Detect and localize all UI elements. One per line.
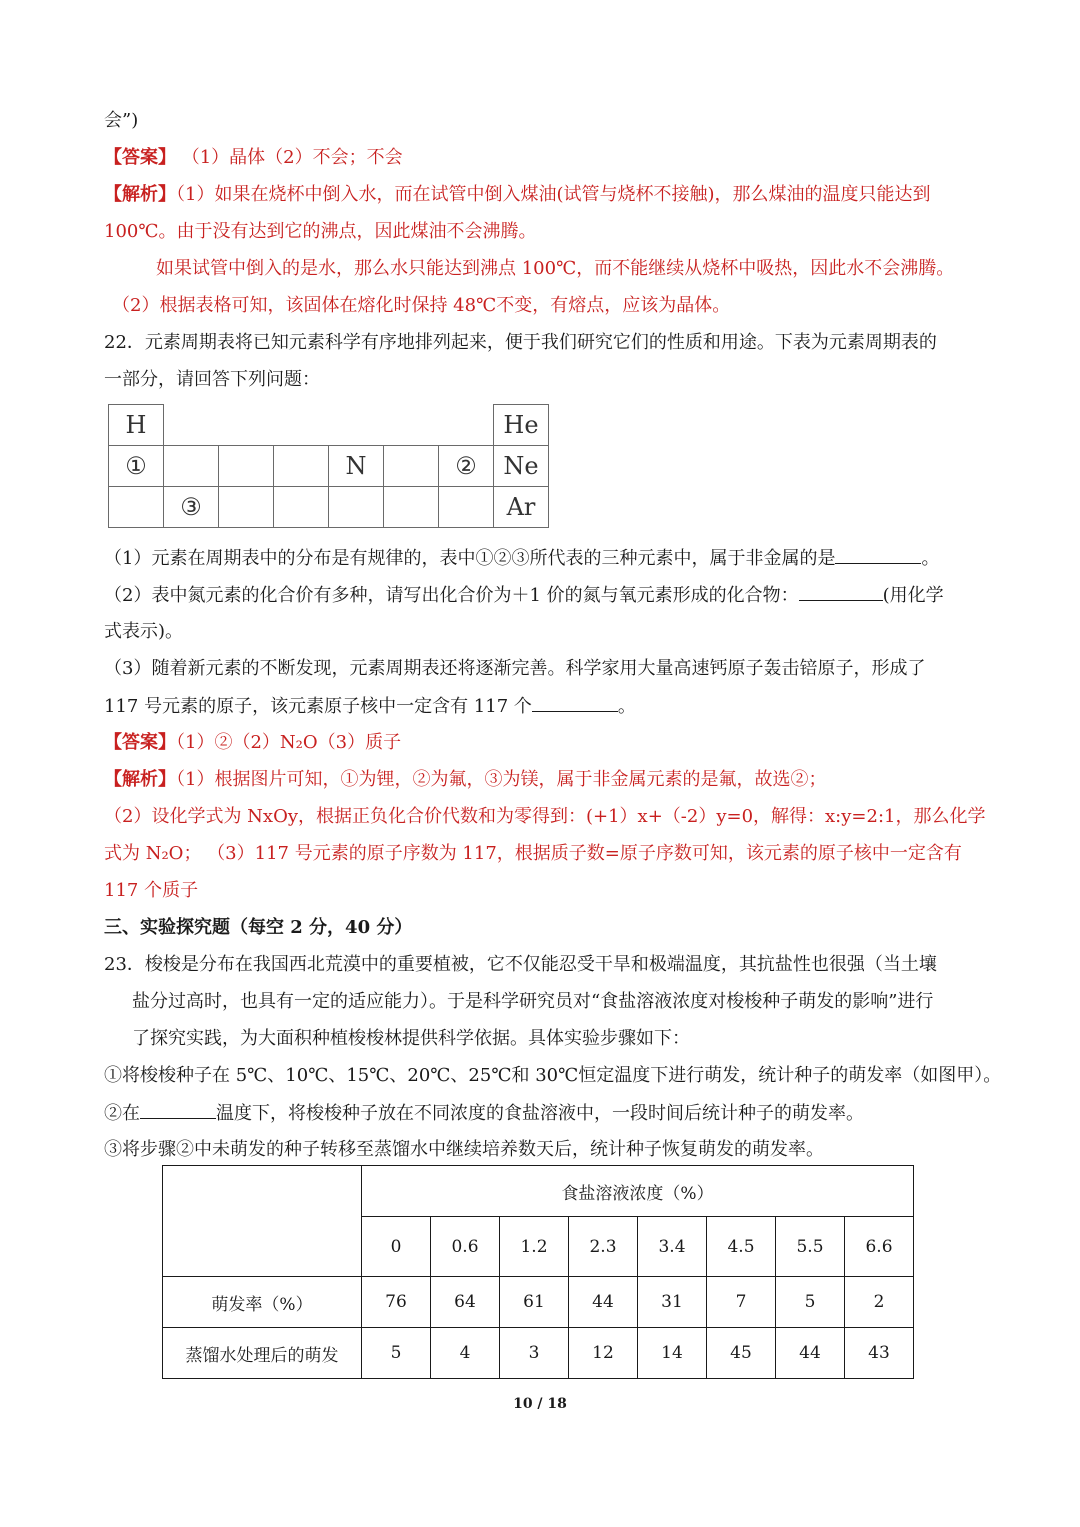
element-cell: [329, 487, 384, 528]
step-1: ①将梭梭种子在 5℃、10℃、15℃、20℃、25℃和 30℃恒定温度下进行萌发，统计种子的萌发率（如图甲）。: [104, 1065, 1002, 1086]
explanation-22-line2: （2）设化学式为 NxOy，根据正负化合价代数和为零得到：(+1）x+（-2）y=0，解得：x:y=2:1，那么化学: [104, 806, 986, 827]
question-23-line1: 23．梭梭是分布在我国西北荒漠中的重要植被，它不仅能忍受干旱和极端温度，其抗盐性也很强（当土壤: [104, 954, 937, 975]
table-header: 食盐溶液浓度（%）: [362, 1166, 914, 1217]
row-label: 萌发率（%）: [163, 1277, 362, 1328]
explanation-21-line3: 如果试管中倒入的是水，那么水只能达到沸点 100℃，而不能继续从烧杯中吸热，因此水不会沸腾。: [156, 258, 955, 279]
corner-cell: [163, 1166, 362, 1277]
question-text: ②在: [104, 1103, 140, 1124]
answer-text: （1）②（2）N₂O（3）质子: [176, 732, 402, 753]
question-22-part1: [104, 545, 984, 572]
table-cell: 7: [707, 1277, 776, 1328]
element-cell: [274, 487, 329, 528]
element-cell: [274, 446, 329, 487]
germination-table: [162, 1165, 914, 1379]
step-3: ③将步骤②中未萌发的种子转移至蒸馏水中继续培养数天后，统计种子恢复萌发的萌发率。: [104, 1139, 824, 1160]
table-cell: 31: [638, 1277, 707, 1328]
element-cell: Ne: [494, 446, 549, 487]
answer-text: （1）晶体（2）不会；不会: [176, 147, 403, 168]
table-cell: 1.2: [500, 1217, 569, 1277]
table-row: [163, 1328, 914, 1379]
explanation-21-line4: （2）根据表格可知，该固体在熔化时保持 48℃不变，有熔点，应该为晶体。: [112, 295, 731, 316]
question-22-line1: 22．元素周期表将已知元素科学有序地排列起来，便于我们研究它们的性质和用途。下表为元素周期表的: [104, 332, 937, 353]
table-cell: 64: [431, 1277, 500, 1328]
table-cell: 44: [776, 1328, 845, 1379]
table-cell: 0.6: [431, 1217, 500, 1277]
table-cell: 14: [638, 1328, 707, 1379]
element-cell: ②: [439, 446, 494, 487]
table-cell: 4.5: [707, 1217, 776, 1277]
question-text: 117 号元素的原子，该元素原子核中一定含有 117 个: [104, 696, 532, 717]
explanation-label: 【解析】: [104, 184, 176, 205]
row-label: 蒸馏水处理后的萌发: [163, 1328, 362, 1379]
explanation-21-line1: [104, 182, 984, 208]
question-22-part2-cont: 式表示)。: [104, 621, 184, 642]
answer-22: [104, 730, 984, 756]
table-row: [163, 1277, 914, 1328]
table-cell: 3: [500, 1328, 569, 1379]
element-cell: [329, 405, 384, 446]
question-text: （1）元素在周期表中的分布是有规律的，表中①②③所代表的三种元素中，属于非金属的是: [104, 548, 836, 569]
element-cell: [274, 405, 329, 446]
element-cell: [109, 487, 164, 528]
question-text: 。: [921, 548, 940, 569]
table-cell: 2: [845, 1277, 914, 1328]
answer-blank[interactable]: [835, 545, 921, 564]
element-cell: [439, 487, 494, 528]
periodic-row-1: [109, 405, 549, 446]
explanation-22-line3: 式为 N₂O； （3）117 号元素的原子序数为 117，根据质子数=原子序数可知，该元素的原子核中一定含有: [104, 843, 962, 864]
answer-blank[interactable]: [140, 1100, 216, 1119]
table-cell: 3.4: [638, 1217, 707, 1277]
periodic-row-3: [109, 487, 549, 528]
table-cell: 12: [569, 1328, 638, 1379]
explanation-22-line4: 117 个质子: [104, 880, 199, 901]
text-line: 会”): [104, 110, 139, 131]
element-cell: ①: [109, 446, 164, 487]
table-cell: 5: [362, 1328, 431, 1379]
element-cell: [219, 405, 274, 446]
answer-label: 【答案】: [104, 732, 176, 753]
element-cell: [164, 446, 219, 487]
answer-blank[interactable]: [532, 693, 618, 712]
explanation-text: （1）根据图片可知，①为锂，②为氟，③为镁，属于非金属元素的是氟，故选②；: [176, 769, 827, 790]
explanation-22-line1: [104, 767, 984, 793]
element-cell: [384, 487, 439, 528]
question-22-part2: [104, 582, 984, 609]
table-cell: 0: [362, 1217, 431, 1277]
table-cell: 76: [362, 1277, 431, 1328]
element-cell: [164, 405, 219, 446]
element-cell: [219, 446, 274, 487]
question-text: (用化学: [882, 585, 944, 606]
answer-21: [104, 145, 984, 171]
element-cell: [219, 487, 274, 528]
question-23-line3: 了探究实践，为大面积种植梭梭林提供科学依据。具体实验步骤如下：: [132, 1028, 690, 1049]
section-heading: 三、实验探究题（每空 2 分，40 分）: [104, 917, 413, 938]
element-cell: Ar: [494, 487, 549, 528]
element-cell: He: [494, 405, 549, 446]
table-cell: 4: [431, 1328, 500, 1379]
question-text: （2）表中氮元素的化合价有多种，请写出化合价为＋1 价的氮与氧元素形成的化合物：: [104, 585, 799, 606]
table-cell: 45: [707, 1328, 776, 1379]
periodic-table: [108, 404, 549, 528]
question-22-line2: 一部分，请回答下列问题：: [104, 369, 320, 390]
explanation-21-line2: 100℃。由于没有达到它的沸点，因此煤油不会沸腾。: [104, 221, 537, 242]
table-cell: 43: [845, 1328, 914, 1379]
table-cell: 5.5: [776, 1217, 845, 1277]
element-cell: ③: [164, 487, 219, 528]
answer-label: 【答案】: [104, 147, 176, 168]
table-cell: 61: [500, 1277, 569, 1328]
element-cell: N: [329, 446, 384, 487]
element-cell: [384, 446, 439, 487]
question-22-part3-cont: [104, 693, 984, 720]
question-text: 。: [617, 696, 636, 717]
table-cell: 44: [569, 1277, 638, 1328]
explanation-label: 【解析】: [104, 769, 176, 790]
question-23-line2: 盐分过高时，也具有一定的适应能力）。于是科学研究员对“食盐溶液浓度对梭梭种子萌发的影响”进行: [132, 991, 934, 1012]
explanation-text: （1）如果在烧杯中倒入水，而在试管中倒入煤油(试管与烧杯不接触)，那么煤油的温度只能达到: [176, 184, 931, 205]
question-22-part3: （3）随着新元素的不断发现，元素周期表还将逐渐完善。科学家用大量高速钙原子轰击锫原子，形成了: [104, 658, 926, 679]
element-cell: H: [109, 405, 164, 446]
page-number: 10 / 18: [513, 1396, 567, 1412]
step-2: [104, 1100, 984, 1127]
element-cell: [384, 405, 439, 446]
table-cell: 6.6: [845, 1217, 914, 1277]
table-cell: 5: [776, 1277, 845, 1328]
table-cell: 2.3: [569, 1217, 638, 1277]
element-cell: [439, 405, 494, 446]
periodic-row-2: [109, 446, 549, 487]
question-text: 温度下，将梭梭种子放在不同浓度的食盐溶液中，一段时间后统计种子的萌发率。: [216, 1103, 864, 1124]
answer-blank[interactable]: [799, 582, 883, 601]
